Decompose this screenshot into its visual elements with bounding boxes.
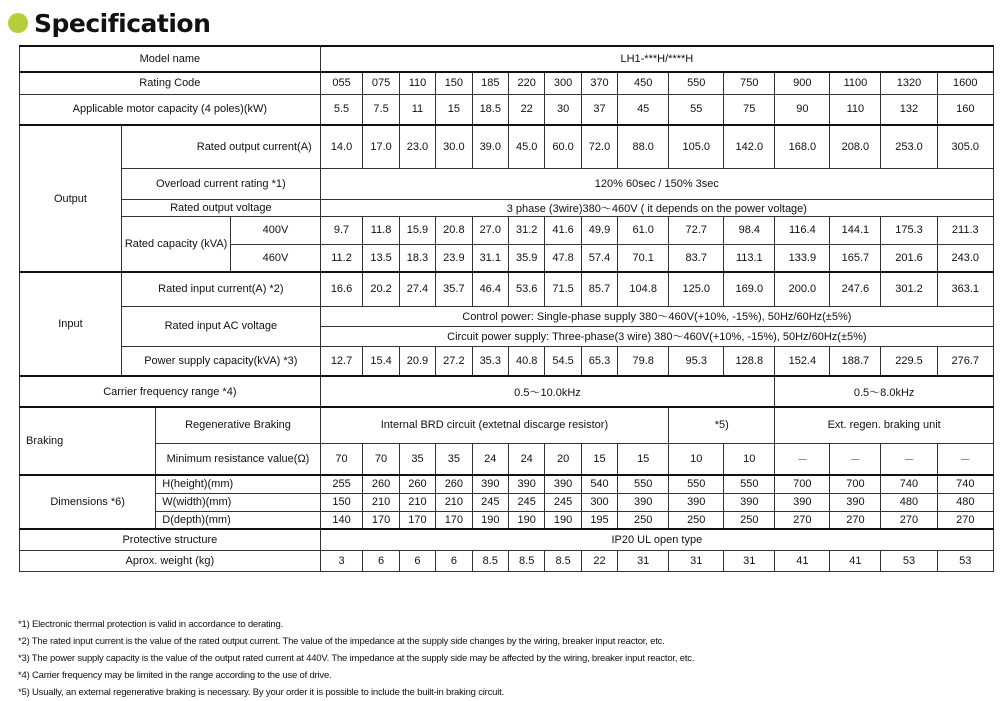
specification-table [19,45,994,572]
table-row [20,72,994,94]
power-supply-capacity-cell: 40.8 [508,346,544,376]
min-resistance-cell: 70 [363,443,399,475]
weight-cell: 22 [581,550,617,571]
circuit-power-value: Circuit power supply: Three-phase(3 wire) 380～460V(+10%, -15%), 50Hz/60Hz(±5%) [320,326,993,346]
height-cell: 390 [545,475,581,493]
width-cell: 390 [830,493,881,511]
depth-cell: 170 [363,511,399,529]
rating-code-cell: 750 [724,72,775,94]
rated-input-current-cell: 16.6 [320,272,363,306]
motor-capacity-cell: 90 [775,94,830,125]
motor-capacity-label: Applicable motor capacity (4 poles)(kW) [20,94,321,125]
overload-value: 120% 60sec / 150% 3sec [320,168,993,199]
carrier-frequency-label: Carrier frequency range *4) [20,376,321,407]
table-row [20,168,994,199]
rated-output-current-cell: 305.0 [937,125,993,168]
width-cell: 150 [320,493,363,511]
power-supply-capacity-cell: 27.2 [436,346,472,376]
capacity-460v-cell: 13.5 [363,244,399,272]
carrier-range-1: 0.5～10.0kHz [320,376,775,407]
footnote: *3) The power supply capacity is the value of the output rated current at 440V. The impedance at the supply side may be affected by the wiring, breaker input reactor, etc. [18,653,695,664]
height-cell: 260 [436,475,472,493]
capacity-460v-cell: 165.7 [830,244,881,272]
model-name-label: Model name [20,46,321,72]
depth-cell: 270 [775,511,830,529]
power-supply-capacity-cell: 229.5 [881,346,937,376]
width-label: W(width)(mm) [156,493,320,511]
height-cell: 260 [363,475,399,493]
capacity-400v-cell: 31.2 [508,216,544,244]
min-resistance-cell: － [881,443,937,475]
weight-cell: 6 [399,550,435,571]
power-supply-capacity-cell: 54.5 [545,346,581,376]
rating-code-cell: 220 [508,72,544,94]
width-cell: 390 [724,493,775,511]
footnote: *2) The rated input current is the value of the rated output current. The value of the impedance at the supply side changes by the wiring, breaker input reactor, etc. [18,636,665,647]
rating-code-cell: 370 [581,72,617,94]
depth-cell: 270 [881,511,937,529]
width-cell: 210 [399,493,435,511]
motor-capacity-cell: 5.5 [320,94,363,125]
power-supply-capacity-cell: 15.4 [363,346,399,376]
rating-code-cell: 185 [472,72,508,94]
table-row [20,550,994,571]
footnote: *1) Electronic thermal protection is valid in accordance to derating. [18,619,284,630]
power-supply-capacity-label: Power supply capacity(kVA) *3) [121,346,320,376]
input-group-label: Input [20,272,122,376]
min-resistance-cell: 70 [320,443,363,475]
weight-cell: 6 [363,550,399,571]
output-group-label: Output [20,125,122,272]
rated-output-current-cell: 88.0 [618,125,669,168]
capacity-460v-cell: 83.7 [669,244,724,272]
capacity-400v-cell: 20.8 [436,216,472,244]
min-resistance-label: Minimum resistance value(Ω) [156,443,320,475]
height-cell: 550 [669,475,724,493]
weight-cell: 41 [830,550,881,571]
rated-output-current-cell: 39.0 [472,125,508,168]
min-resistance-cell: － [937,443,993,475]
rated-input-current-cell: 363.1 [937,272,993,306]
motor-capacity-cell: 18.5 [472,94,508,125]
rated-input-current-cell: 53.6 [508,272,544,306]
rated-output-current-cell: 72.0 [581,125,617,168]
table-row [20,346,994,376]
regen-braking-label: Regenerative Braking [156,407,320,443]
motor-capacity-cell: 55 [669,94,724,125]
capacity-400v-cell: 98.4 [724,216,775,244]
weight-cell: 53 [881,550,937,571]
section-title: Specification [34,8,211,38]
ext-braking-value: Ext. regen. braking unit [775,407,994,443]
min-resistance-cell: 15 [581,443,617,475]
depth-cell: 170 [436,511,472,529]
rated-output-current-cell: 14.0 [320,125,363,168]
height-cell: 540 [581,475,617,493]
depth-cell: 140 [320,511,363,529]
rating-code-cell: 900 [775,72,830,94]
width-cell: 480 [937,493,993,511]
width-cell: 245 [472,493,508,511]
depth-cell: 270 [830,511,881,529]
rating-code-cell: 110 [399,72,435,94]
rated-input-current-cell: 200.0 [775,272,830,306]
motor-capacity-cell: 160 [937,94,993,125]
power-supply-capacity-cell: 65.3 [581,346,617,376]
capacity-400v-cell: 211.3 [937,216,993,244]
motor-capacity-cell: 110 [830,94,881,125]
height-cell: 550 [618,475,669,493]
model-name-value: LH1-***H/****H [320,46,993,72]
carrier-range-2: 0.5～8.0kHz [775,376,994,407]
height-cell: 260 [399,475,435,493]
table-row [20,493,994,511]
width-cell: 300 [581,493,617,511]
protective-structure-label: Protective structure [20,529,321,550]
footnote-5-marker: *5) [669,407,775,443]
voltage-460-label: 460V [231,244,321,272]
min-resistance-cell: 10 [724,443,775,475]
motor-capacity-cell: 37 [581,94,617,125]
table-row [20,94,994,125]
width-cell: 210 [363,493,399,511]
rated-output-current-label: Rated output current(A) [121,125,320,168]
rated-input-current-cell: 46.4 [472,272,508,306]
capacity-400v-cell: 41.6 [545,216,581,244]
table-row [20,443,994,475]
rated-output-voltage-value: 3 phase (3wire)380～460V ( it depends on the power voltage) [320,199,993,216]
power-supply-capacity-cell: 152.4 [775,346,830,376]
rated-input-current-cell: 27.4 [399,272,435,306]
rated-output-current-cell: 23.0 [399,125,435,168]
weight-cell: 8.5 [545,550,581,571]
footnotes [18,616,694,701]
rated-output-current-cell: 17.0 [363,125,399,168]
power-supply-capacity-cell: 20.9 [399,346,435,376]
table-row [20,376,994,407]
depth-cell: 250 [618,511,669,529]
capacity-460v-cell: 57.4 [581,244,617,272]
depth-cell: 170 [399,511,435,529]
protective-structure-value: IP20 UL open type [320,529,993,550]
table-row [20,475,994,493]
depth-cell: 270 [937,511,993,529]
rated-input-current-cell: 85.7 [581,272,617,306]
rated-input-current-label: Rated input current(A) *2) [121,272,320,306]
power-supply-capacity-cell: 95.3 [669,346,724,376]
dimensions-group-label: Dimensions *6) [20,475,156,529]
rating-code-cell: 1320 [881,72,937,94]
weight-cell: 3 [320,550,363,571]
motor-capacity-cell: 11 [399,94,435,125]
motor-capacity-cell: 45 [618,94,669,125]
depth-cell: 190 [508,511,544,529]
weight-label: Aprox. weight (kg) [20,550,321,571]
table-row [20,216,994,244]
capacity-460v-cell: 70.1 [618,244,669,272]
voltage-400-label: 400V [231,216,321,244]
rated-input-current-cell: 125.0 [669,272,724,306]
capacity-460v-cell: 201.6 [881,244,937,272]
depth-cell: 250 [724,511,775,529]
rated-output-current-cell: 142.0 [724,125,775,168]
table-row [20,125,994,168]
capacity-400v-cell: 9.7 [320,216,363,244]
weight-cell: 31 [669,550,724,571]
capacity-460v-cell: 243.0 [937,244,993,272]
min-resistance-cell: － [775,443,830,475]
height-cell: 740 [937,475,993,493]
min-resistance-cell: 24 [472,443,508,475]
weight-cell: 31 [618,550,669,571]
capacity-460v-cell: 35.9 [508,244,544,272]
rated-capacity-label: Rated capacity (kVA) [121,216,230,272]
rated-input-current-cell: 35.7 [436,272,472,306]
motor-capacity-cell: 30 [545,94,581,125]
height-label: H(height)(mm) [156,475,320,493]
capacity-400v-cell: 49.9 [581,216,617,244]
footnote: *5) Usually, an external regenerative braking is necessary. By your order it is possible to include the built-in braking circuit. [18,687,505,698]
bullet-dot-icon [8,13,28,33]
rated-output-current-cell: 60.0 [545,125,581,168]
power-supply-capacity-cell: 35.3 [472,346,508,376]
min-resistance-cell: 24 [508,443,544,475]
rated-input-ac-voltage-label: Rated input AC voltage [121,306,320,346]
rated-input-current-cell: 169.0 [724,272,775,306]
depth-cell: 190 [545,511,581,529]
min-resistance-cell: 20 [545,443,581,475]
table-row [20,306,994,326]
width-cell: 210 [436,493,472,511]
table-row [20,272,994,306]
rated-output-current-cell: 105.0 [669,125,724,168]
internal-brd-value: Internal BRD circuit (extetnal discarge resistor) [320,407,668,443]
capacity-460v-cell: 18.3 [399,244,435,272]
capacity-400v-cell: 175.3 [881,216,937,244]
capacity-460v-cell: 31.1 [472,244,508,272]
width-cell: 390 [775,493,830,511]
min-resistance-cell: － [830,443,881,475]
rated-input-current-cell: 247.6 [830,272,881,306]
table-row [20,511,994,529]
height-cell: 390 [472,475,508,493]
power-supply-capacity-cell: 188.7 [830,346,881,376]
rated-input-current-cell: 20.2 [363,272,399,306]
rated-output-current-cell: 208.0 [830,125,881,168]
capacity-400v-cell: 72.7 [669,216,724,244]
weight-cell: 53 [937,550,993,571]
width-cell: 390 [618,493,669,511]
rated-output-current-cell: 168.0 [775,125,830,168]
rating-code-cell: 1100 [830,72,881,94]
capacity-460v-cell: 113.1 [724,244,775,272]
motor-capacity-cell: 132 [881,94,937,125]
table-row [20,46,994,72]
weight-cell: 8.5 [472,550,508,571]
rating-code-cell: 075 [363,72,399,94]
depth-cell: 190 [472,511,508,529]
rated-output-voltage-label: Rated output voltage [121,199,320,216]
capacity-400v-cell: 27.0 [472,216,508,244]
weight-cell: 41 [775,550,830,571]
rating-code-cell: 300 [545,72,581,94]
capacity-460v-cell: 133.9 [775,244,830,272]
rating-code-cell: 150 [436,72,472,94]
capacity-460v-cell: 23.9 [436,244,472,272]
capacity-460v-cell: 47.8 [545,244,581,272]
motor-capacity-cell: 15 [436,94,472,125]
rating-code-cell: 1600 [937,72,993,94]
height-cell: 255 [320,475,363,493]
rated-output-current-cell: 30.0 [436,125,472,168]
weight-cell: 8.5 [508,550,544,571]
rated-input-current-cell: 104.8 [618,272,669,306]
power-supply-capacity-cell: 79.8 [618,346,669,376]
rating-code-cell: 450 [618,72,669,94]
table-row [20,529,994,550]
capacity-400v-cell: 15.9 [399,216,435,244]
section-header [8,6,210,40]
power-supply-capacity-cell: 128.8 [724,346,775,376]
depth-cell: 250 [669,511,724,529]
rating-code-cell: 055 [320,72,363,94]
depth-label: D(depth)(mm) [156,511,320,529]
min-resistance-cell: 35 [436,443,472,475]
width-cell: 390 [669,493,724,511]
motor-capacity-cell: 7.5 [363,94,399,125]
power-supply-capacity-cell: 276.7 [937,346,993,376]
height-cell: 550 [724,475,775,493]
capacity-400v-cell: 61.0 [618,216,669,244]
depth-cell: 195 [581,511,617,529]
capacity-400v-cell: 116.4 [775,216,830,244]
height-cell: 700 [830,475,881,493]
min-resistance-cell: 10 [669,443,724,475]
rated-output-current-cell: 253.0 [881,125,937,168]
table-row [20,199,994,216]
motor-capacity-cell: 22 [508,94,544,125]
braking-group-label: Braking [20,407,156,475]
motor-capacity-cell: 75 [724,94,775,125]
height-cell: 700 [775,475,830,493]
power-supply-capacity-cell: 12.7 [320,346,363,376]
height-cell: 390 [508,475,544,493]
rated-input-current-cell: 71.5 [545,272,581,306]
rated-output-current-cell: 45.0 [508,125,544,168]
rating-code-label: Rating Code [20,72,321,94]
overload-label: Overload current rating *1) [121,168,320,199]
weight-cell: 6 [436,550,472,571]
height-cell: 740 [881,475,937,493]
control-power-value: Control power: Single-phase supply 380～460V(+10%, -15%), 50Hz/60Hz(±5%) [320,306,993,326]
width-cell: 245 [545,493,581,511]
table-row [20,407,994,443]
min-resistance-cell: 35 [399,443,435,475]
min-resistance-cell: 15 [618,443,669,475]
capacity-400v-cell: 11.8 [363,216,399,244]
width-cell: 480 [881,493,937,511]
footnote: *4) Carrier frequency may be limited in the range according to the use of drive. [18,670,332,681]
capacity-400v-cell: 144.1 [830,216,881,244]
width-cell: 245 [508,493,544,511]
rating-code-cell: 550 [669,72,724,94]
weight-cell: 31 [724,550,775,571]
rated-input-current-cell: 301.2 [881,272,937,306]
capacity-460v-cell: 11.2 [320,244,363,272]
